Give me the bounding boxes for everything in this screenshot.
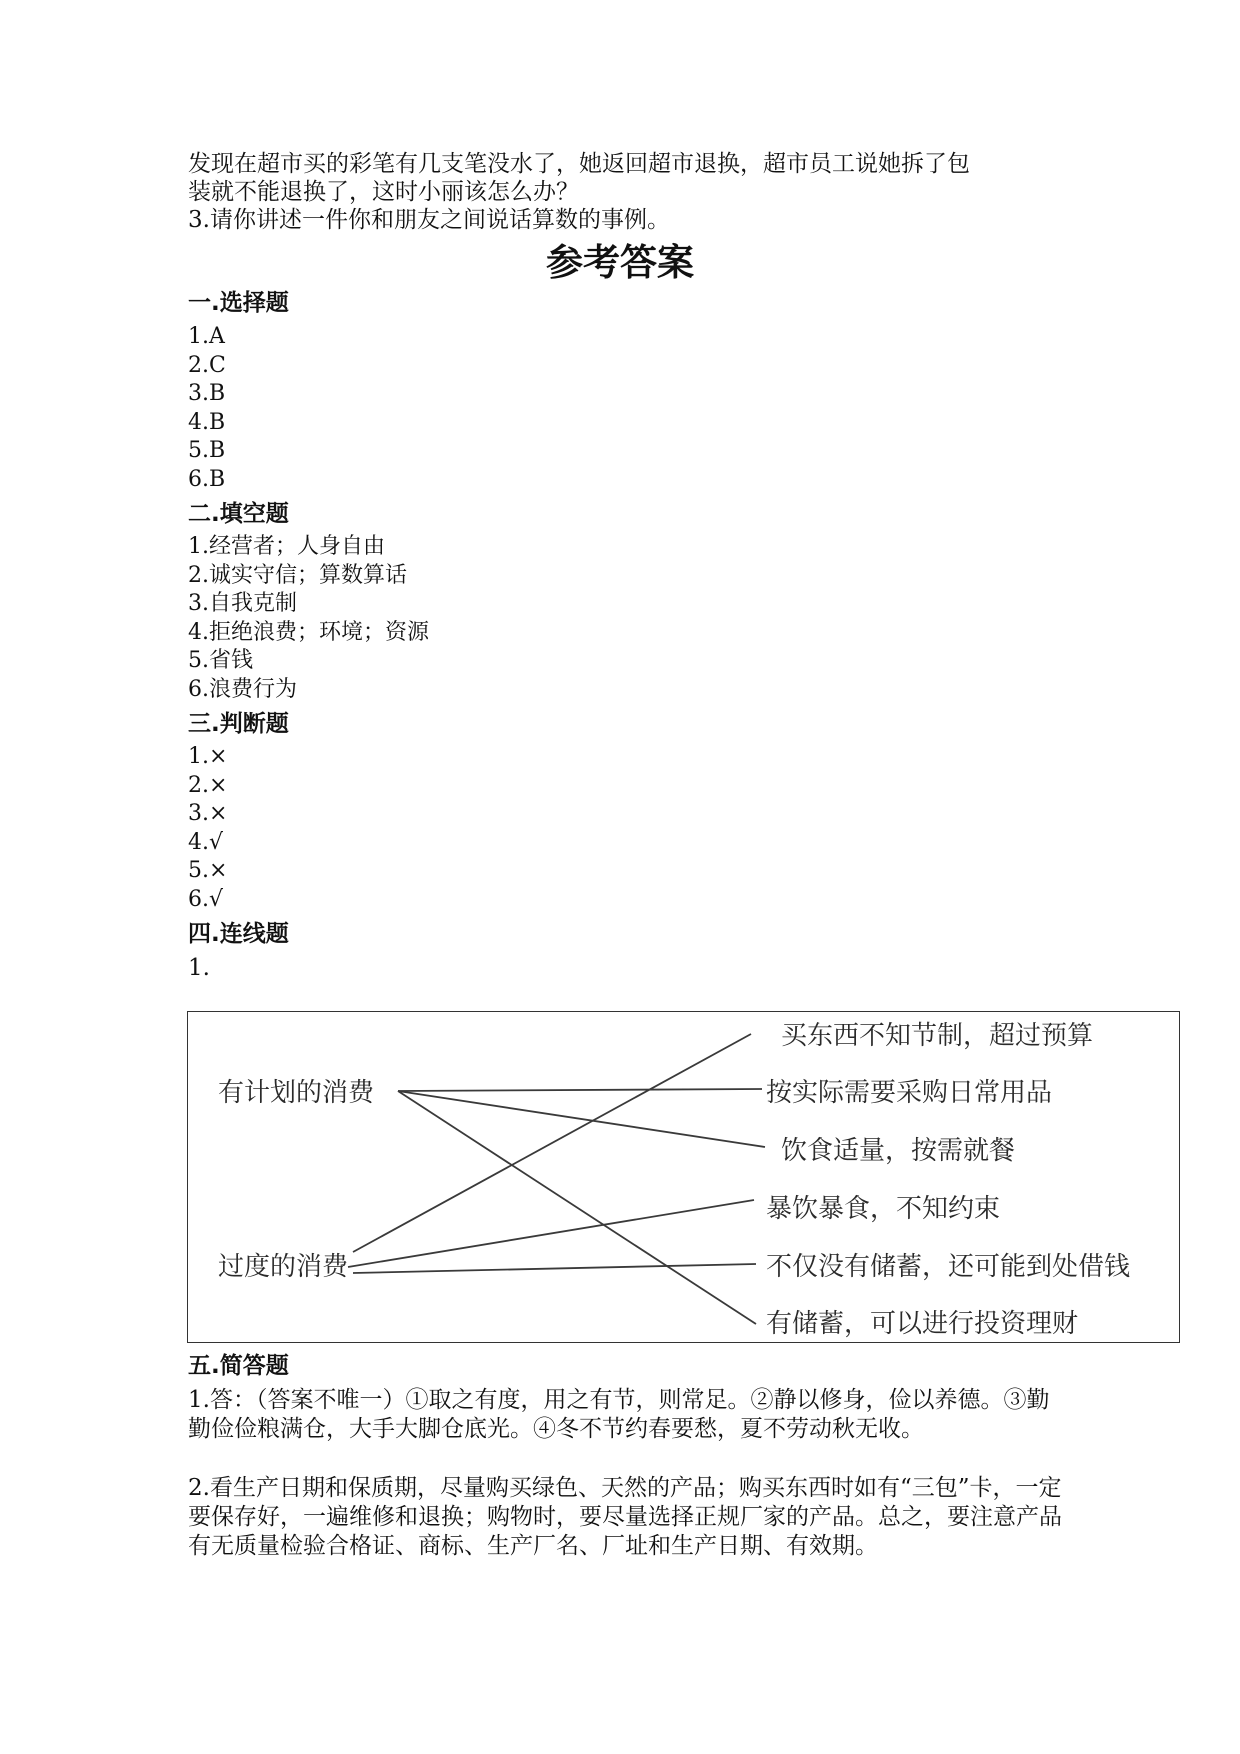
list-item: 1.经营者；人身自由 — [188, 534, 385, 559]
list-item: 4.B — [188, 409, 226, 435]
list-item: 2.诚实守信；算数算话 — [188, 562, 407, 588]
intro-line: 装就不能退换了，这时小丽该怎么办？ — [188, 179, 579, 205]
section-heading-fill: 二.填空题 — [188, 501, 289, 527]
left-label-planned: 有计划的消费 — [218, 1078, 375, 1108]
intro-block — [188, 150, 970, 234]
list-item: 4.√ — [188, 829, 224, 855]
match-line — [398, 1091, 765, 1147]
right-label-3: 饮食适量，按需就餐 — [781, 1136, 1016, 1166]
answer-title: 参考答案 — [546, 241, 694, 284]
list-item: 2.C — [188, 352, 226, 378]
right-label-5: 不仅没有储蓄，还可能到处借钱 — [766, 1252, 1131, 1282]
list-item: 3.B — [188, 381, 226, 407]
list-item: 1.A — [188, 324, 225, 349]
section-heading-judge: 三.判断题 — [188, 711, 289, 737]
list-item: 6.浪费行为 — [188, 676, 297, 702]
left-label-excessive: 过度的消费 — [218, 1252, 349, 1282]
matching-diagram — [187, 1011, 1180, 1343]
list-item: 4.拒绝浪费；环境；资源 — [188, 619, 429, 645]
fill-answer-list — [188, 533, 429, 705]
list-item: 6.√ — [188, 886, 224, 912]
match-item-number: 1. — [188, 955, 210, 981]
section-heading-choice: 一.选择题 — [188, 290, 289, 316]
section-heading-short: 五.简答题 — [188, 1353, 289, 1379]
match-line — [398, 1089, 762, 1091]
right-label-2: 按实际需要采购日常用品 — [766, 1078, 1053, 1108]
list-item: 5.省钱 — [188, 648, 253, 674]
judge-answer-list — [188, 743, 227, 915]
short-answer-1: 1.答：（答案不唯一）①取之有度，用之有节，则常足。②静以修身，俭以养德。③勤勤俭俭粮满仓，大手大脚仓底光。④冬不节约春要愁，夏不劳动秋无收。 — [188, 1387, 1050, 1442]
intro-line: 发现在超市买的彩笔有几支笔没水了，她返回超市退换，超市员工说她拆了包 — [188, 151, 970, 177]
list-item: 3.× — [188, 801, 228, 827]
section-heading-match: 四.连线题 — [188, 921, 289, 947]
list-item: 3.自我克制 — [188, 591, 297, 617]
matching-diagram-svg — [188, 1012, 1181, 1344]
right-label-6: 有储蓄，可以进行投资理财 — [766, 1309, 1079, 1339]
list-item: 1.× — [188, 744, 228, 769]
list-item: 5.B — [188, 438, 226, 464]
right-label-1: 买东西不知节制，超过预算 — [781, 1021, 1094, 1051]
match-line — [398, 1091, 756, 1324]
list-item: 6.B — [188, 466, 226, 492]
list-item: 2.× — [188, 772, 228, 798]
match-line — [348, 1200, 754, 1267]
right-label-4: 暴饮暴食，不知约束 — [766, 1194, 1001, 1224]
short-answer-2: 2.看生产日期和保质期，尽量购买绿色、天然的产品；购买东西时如有“三包”卡，一定要保存好，一遍维修和退换；购物时，要尽量选择正规厂家的产品。总之，要注意产品有无质量检验合格证、商标、生产厂名、厂址和生产日期、有效期。 — [188, 1475, 1062, 1559]
intro-line: 3.请你讲述一件你和朋友之间说话算数的事例。 — [188, 207, 670, 233]
list-item: 5.× — [188, 858, 228, 884]
match-line — [353, 1264, 756, 1273]
match-line — [353, 1034, 751, 1252]
choice-answer-list — [188, 323, 226, 495]
